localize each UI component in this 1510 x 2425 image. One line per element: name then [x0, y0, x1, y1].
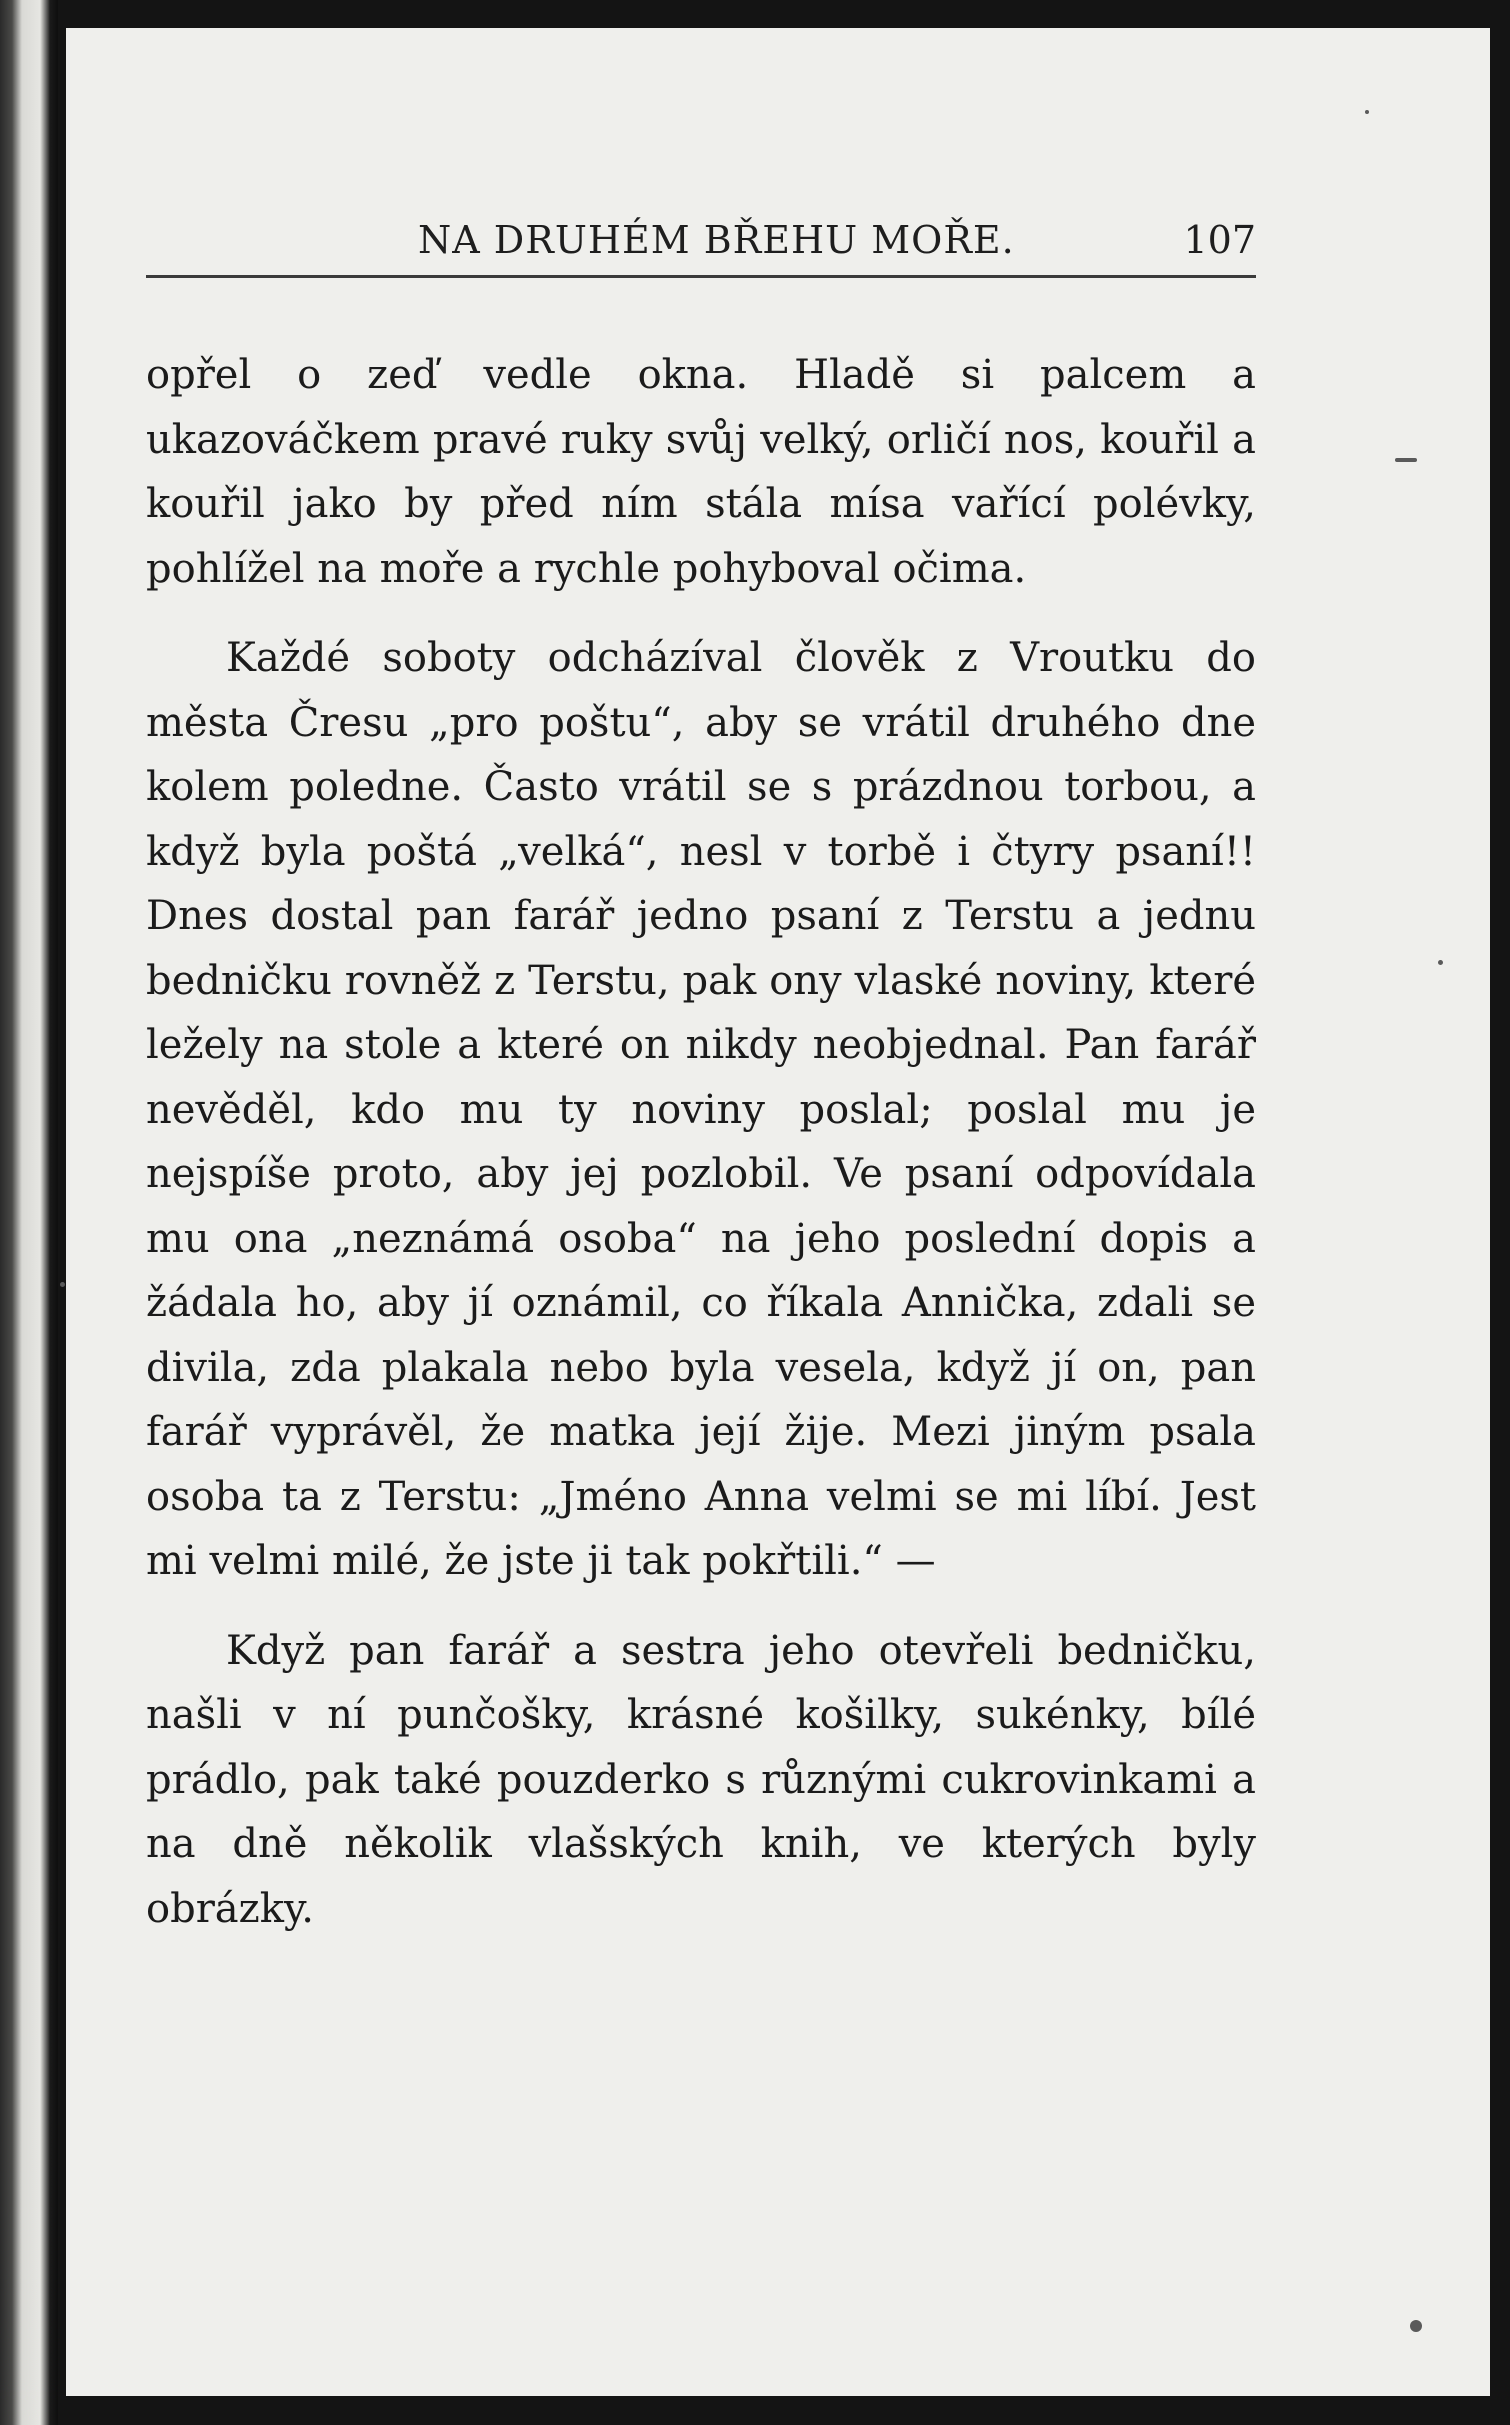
paragraph-1: opřel o zeď vedle okna. Hladě si palcem a ukazováčkem pravé ruky svůj velký, orličí nos, kouřil a kouřil jako by před ním stála mísa vařící polévky, pohlížel na moře a rychle pohyboval očima.: [146, 352, 1256, 592]
body-text: [146, 343, 1256, 1941]
paper-speck: [60, 1282, 65, 1287]
paper-speck: [1365, 110, 1369, 114]
page-number: 107: [1183, 218, 1256, 262]
header-rule: [146, 275, 1256, 278]
book-spine-edge: [0, 0, 58, 2425]
page-header: [146, 188, 1256, 278]
paper-speck: [1410, 2320, 1422, 2332]
paper-speck: [1438, 960, 1443, 965]
paper-speck: [1395, 458, 1417, 462]
running-title: NA DRUHÉM BŘEHU MOŘE.: [418, 218, 1015, 262]
paragraph-2: Každé soboty odcházíval člověk z Vroutku do města Čresu „pro poštu“, aby se vrátil druhého dne kolem poledne. Často vrátil se s prázdnou torbou, a když byla poštá „velká“, nesl v torbě i čtyry psaní!! Dnes dostal pan farář jedno psaní z Terstu a jednu bedničku rovněž z Terstu, pak ony vlaské noviny, které ležely na stole a které on nikdy neobjednal. Pan farář nevěděl, kdo mu ty noviny poslal; poslal mu je nejspíše proto, aby jej pozlobil. Ve psaní odpovídala mu ona „neznámá osoba“ na jeho poslední dopis a žádala ho, aby jí oznámil, co říkala Annička, zdali se divila, zda plakala nebo byla vesela, když jí on, pan farář vyprávěl, že matka její žije. Mezi jiným psala osoba ta z Terstu: „Jméno Anna velmi se mi líbí. Jest mi velmi milé, že jste ji tak pokřtili.“ —: [146, 635, 1256, 1584]
paragraph-3: Když pan farář a sestra jeho otevřeli bedničku, našli v ní punčošky, krásné košilky, sukénky, bílé prádlo, pak také pouzderko s různými cukrovinkami a na dně několik vlašských knih, ve kterých byly obrázky.: [146, 1627, 1256, 1932]
